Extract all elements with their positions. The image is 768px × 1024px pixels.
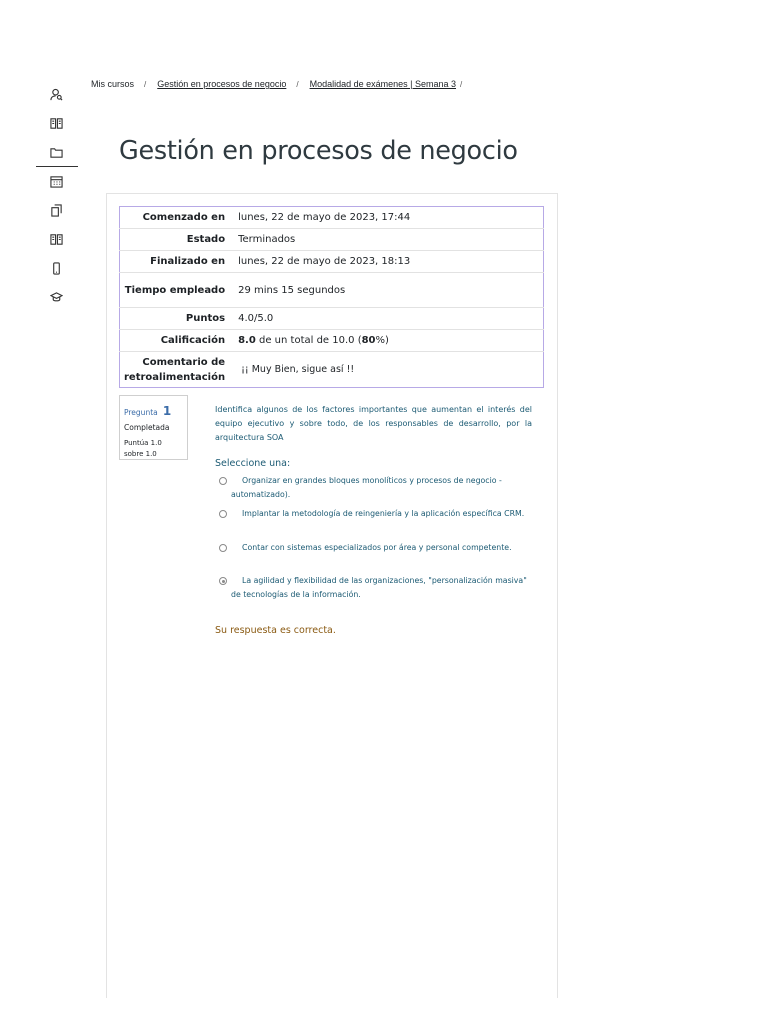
summary-label: Finalizado en xyxy=(150,256,226,267)
grade-value: 8.0 xyxy=(238,335,256,346)
breadcrumb-separator: / xyxy=(296,79,299,89)
summary-value: 29 mins 15 segundos xyxy=(238,284,346,296)
answer-option[interactable] xyxy=(219,541,531,555)
radio-button[interactable] xyxy=(219,477,227,485)
graduation-cap-icon xyxy=(50,291,63,304)
summary-label: Comenzado en xyxy=(142,212,226,223)
question-number: 1 xyxy=(162,404,172,418)
book-icon xyxy=(50,117,63,130)
sidebar-item-book-open[interactable] xyxy=(36,225,76,254)
folder-icon xyxy=(50,146,63,159)
answer-option-text: Organizar en grandes bloques monolíticos y procesos de negocio - automatizado). xyxy=(231,476,502,499)
summary-value: lunes, 22 de mayo de 2023, 18:13 xyxy=(238,256,411,267)
breadcrumb-item-section[interactable]: Modalidad de exámenes | Semana 3 xyxy=(309,79,457,89)
answer-prompt: Seleccione una: xyxy=(215,458,291,469)
question-label: Pregunta xyxy=(124,408,158,417)
question-grade: Puntúa 1.0 sobre 1.0 xyxy=(124,439,162,458)
question-info-box xyxy=(119,395,188,460)
summary-row-time xyxy=(120,273,544,308)
summary-row-points xyxy=(120,308,544,330)
breadcrumb-item-mis-cursos[interactable]: Mis cursos xyxy=(91,79,135,89)
answer-option-text: Implantar la metodología de reingeniería y la aplicación específica CRM. xyxy=(242,509,525,518)
sidebar-item-book[interactable] xyxy=(36,109,76,138)
radio-button[interactable] xyxy=(219,510,227,518)
summary-row-state xyxy=(120,229,544,251)
user-search-icon xyxy=(50,88,63,101)
breadcrumb-separator: / xyxy=(144,79,147,89)
question-number-line xyxy=(124,400,183,419)
summary-label: Comentario de retroalimentación xyxy=(124,356,226,383)
summary-row-feedback xyxy=(120,352,544,388)
sidebar-item-participants[interactable] xyxy=(36,80,76,109)
summary-value: 4.0/5.0 xyxy=(238,313,274,324)
summary-value: Terminados xyxy=(238,234,296,245)
copy-icon xyxy=(50,204,63,217)
grade-mid: de un total de 10.0 ( xyxy=(255,335,362,346)
grade-percent: 80 xyxy=(361,335,376,346)
summary-row-started xyxy=(120,207,544,229)
sidebar-item-calendar[interactable] xyxy=(36,167,76,196)
breadcrumb-separator: / xyxy=(460,79,463,89)
radio-button[interactable] xyxy=(219,544,227,552)
summary-value: lunes, 22 de mayo de 2023, 17:44 xyxy=(238,212,411,223)
book-open-icon xyxy=(50,233,63,246)
summary-label: Estado xyxy=(186,234,226,245)
summary-row-finished xyxy=(120,251,544,273)
summary-label: Puntos xyxy=(185,313,226,324)
phone-icon xyxy=(50,262,63,275)
answer-option-text: La agilidad y flexibilidad de las organizaciones, "personalización masiva" de tecnologías de la información. xyxy=(231,576,527,599)
grade-end: %) xyxy=(375,335,389,346)
calendar-icon xyxy=(50,175,63,188)
answer-option[interactable] xyxy=(219,474,531,502)
breadcrumb-item-course[interactable]: Gestión en procesos de negocio xyxy=(157,79,287,89)
answer-feedback: Su respuesta es correcta. xyxy=(215,625,336,636)
summary-value: ¡¡ Muy Bien, sigue así !! xyxy=(241,364,355,375)
summary-label: Calificación xyxy=(160,335,226,346)
sidebar-item-mobile[interactable] xyxy=(36,254,76,283)
question-text: Identifica algunos de los factores importantes que aumentan el interés del equipo ejecutivo y sobre todo, de los responsables de desarrollo, por la arquitectura SOA xyxy=(215,405,532,442)
left-sidebar xyxy=(36,80,76,312)
summary-label: Tiempo empleado xyxy=(124,284,226,296)
page-title: Gestión en procesos de negocio xyxy=(119,136,518,166)
sidebar-item-copy[interactable] xyxy=(36,196,76,225)
breadcrumb xyxy=(91,79,462,89)
answer-option[interactable] xyxy=(219,507,531,521)
sidebar-item-folder[interactable] xyxy=(36,138,76,167)
radio-button-checked[interactable] xyxy=(219,577,227,585)
sidebar-item-courses[interactable] xyxy=(36,283,76,312)
question-state: Completada xyxy=(124,423,170,432)
summary-value xyxy=(234,330,543,352)
answer-option-selected[interactable] xyxy=(219,574,531,602)
answer-option-text: Contar con sistemas especializados por área y personal competente. xyxy=(242,543,512,552)
attempt-summary-table xyxy=(119,206,544,388)
summary-row-grade xyxy=(120,330,544,352)
